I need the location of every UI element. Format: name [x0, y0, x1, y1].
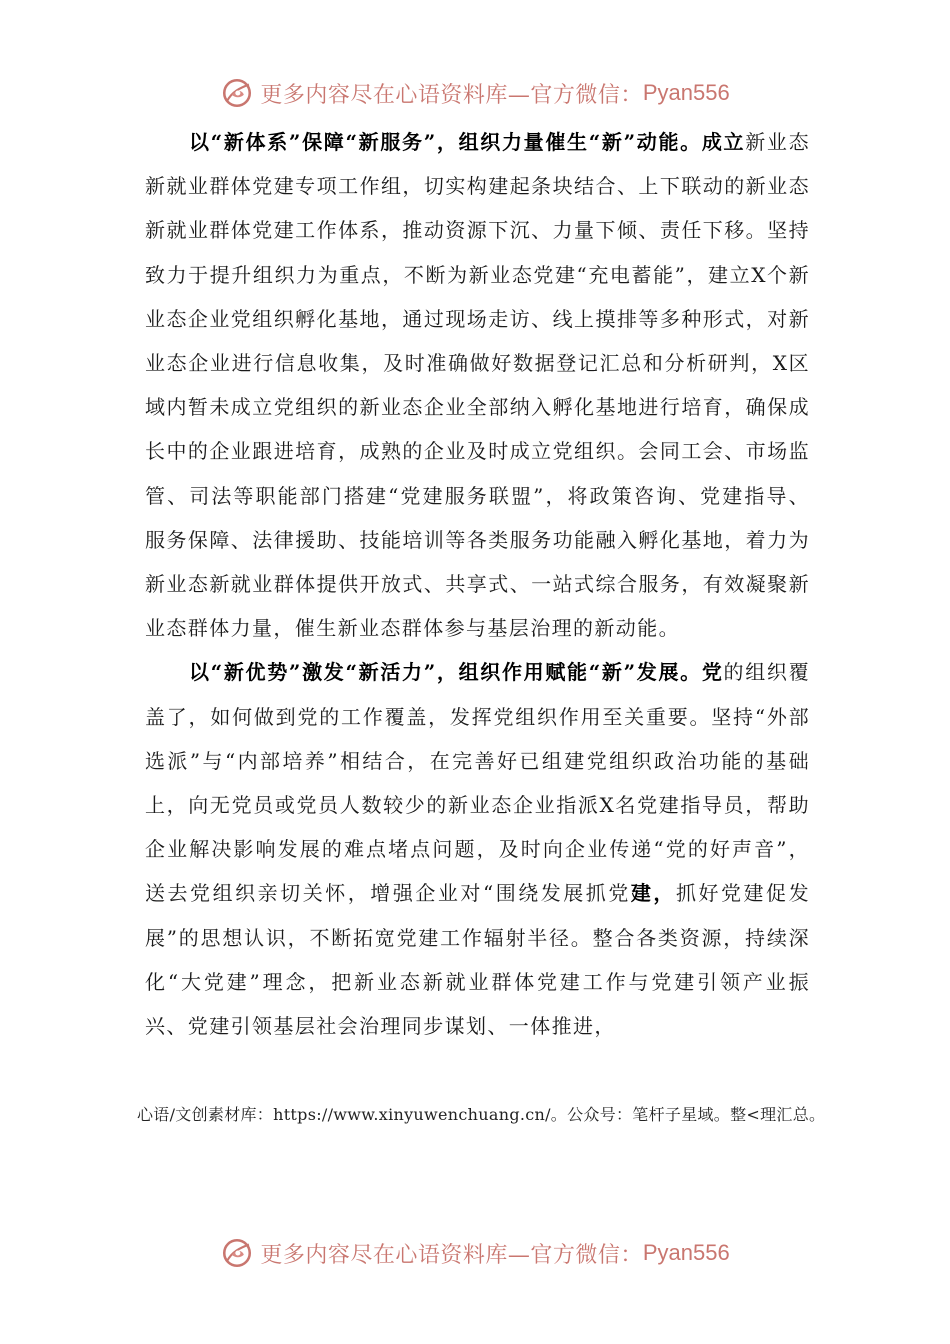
paragraph-2-text: 的组织覆盖了，如何做到党的工作覆盖，发挥党组织作用至关重要。坚持“外部选派”与“内部培养”相结合，在完善好已组建党组织政治功能的基础上，向无党员或党员人数较少的新业态企业指派X名党建指导员，帮助企业解决影响发展的难点堵点问题，及时向企业传递“党的好声音”，送去党组织亲切关怀，增强企业对“围绕发展抓党 [145, 660, 810, 906]
document-body [145, 120, 810, 1048]
paragraph-2-heading: 以“新优势”激发“新活力”，组织作用赋能“新”发展。党 [189, 660, 724, 685]
paragraph-1 [145, 120, 810, 650]
rose-logo-icon [220, 76, 254, 110]
banner-text: 更多内容尽在心语资料库—官方微信： [260, 1242, 643, 1268]
paragraph-1-text: 新业态新就业群体党建专项工作组，切实构建起条块结合、上下联动的新业态新就业群体党建工作体系，推动资源下沉、力量下倾、责任下移。坚持致力于提升组织力为重点，不断为新业态党建“充电蓄能”，建立X个新业态企业党组织孵化基地，通过现场走访、线上摸排等多种形式，对新业态企业进行信息收集，及时准确做好数据登记汇总和分析研判，X区域内暂未成立党组织的新业态企业全部纳入孵化基地进行培育，确保成长中的企业跟进培育，成熟的企业及时成立党组织。会同工会、市场监管、司法等职能部门搭建“党建服务联盟”，将政策咨询、党建指导、服务保障、法律援助、技能培训等各类服务功能融入孵化基地，着力为新业态新就业群体提供开放式、共享式、一站式综合服务，有效凝聚新业态群体力量，催生新业态群体参与基层治理的新动能。 [145, 130, 810, 641]
rose-logo-icon [220, 1236, 254, 1270]
banner-text: 更多内容尽在心语资料库—官方微信： [260, 82, 643, 108]
source-note: 心语/文创素材库：https://www.xinyuwenchuang.cn/。公众号：笔杆子星域。整<理汇总。 [137, 1105, 826, 1124]
paragraph-2 [145, 650, 810, 1048]
paragraph-1-heading: 以“新体系”保障“新服务”，组织力量催生“新”动能。成立 [189, 130, 746, 154]
wechat-id: Pyan556 [642, 1240, 730, 1265]
header-banner [0, 71, 950, 115]
footer-banner [0, 1231, 950, 1275]
paragraph-2-bold-word: 建， [630, 881, 676, 906]
wechat-id: Pyan556 [642, 80, 730, 105]
paragraph-2-text-tail: 抓好党建促发展”的思想认识，不断拓宽党建工作辐射半径。整合各类资源，持续深化“大党建”理念，把新业态新就业群体党建工作与党建引领产业振兴、党建引领基层社会治理同步谋划、一体推进， [145, 881, 810, 1039]
